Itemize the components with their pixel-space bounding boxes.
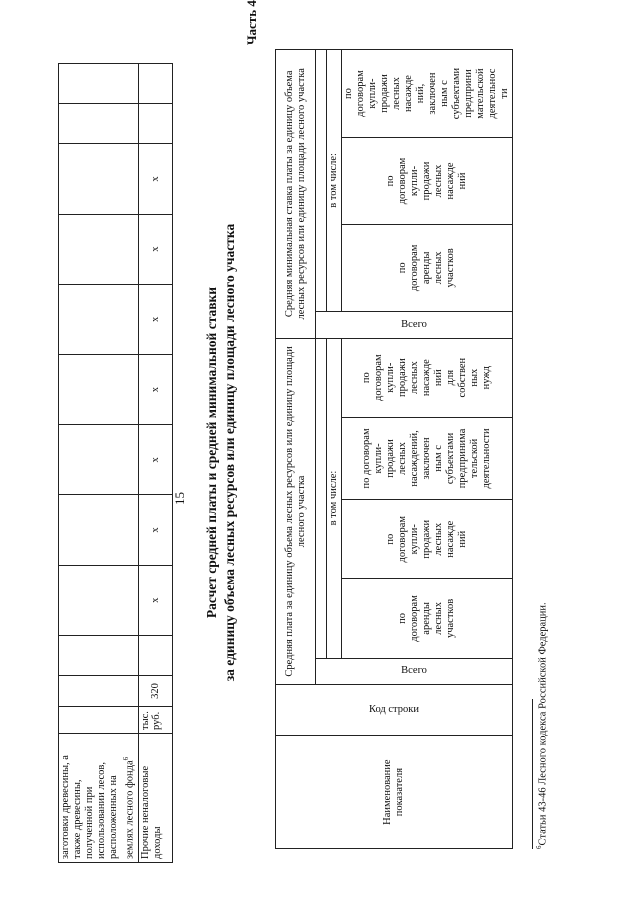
table-cell — [59, 495, 139, 565]
table-cell — [59, 214, 139, 284]
in-that-number-label: в том числе: — [327, 50, 342, 312]
col-code-header: Код строки — [276, 685, 513, 736]
fee-sub-col: по договорам купли- продажи лесных насажде ний — [342, 500, 513, 579]
table-cell: х — [138, 284, 172, 354]
col-total-header: Всего — [316, 311, 513, 338]
section-heading-line-1: Расчет средней платы и средней минимальной ставки — [204, 286, 219, 619]
section-heading-line-2: за единицу объема лесных ресурсов или единицу площади лесного участка — [222, 223, 237, 682]
table-cell — [59, 355, 139, 425]
col-name-header: Наименование показателя — [276, 736, 513, 849]
table-row — [138, 64, 172, 863]
page-number: 15 — [172, 492, 187, 505]
table-cell: х — [138, 144, 172, 214]
fee-sub-col: по договорам аренды лесных участков — [342, 579, 513, 658]
footnote: $^6$Статьи 43-46 Лесного кодекса Российской Федерации. — [535, 602, 549, 849]
table-cell: х — [138, 355, 172, 425]
row-name: Прочие неналоговые доходы — [138, 734, 172, 863]
fee-sub-col: по договорам купли- продажи лесных насаждений, заключен ным с субъектами предпринима тельской деятельности — [342, 417, 513, 499]
table-cell — [59, 635, 139, 675]
footnote-divider — [532, 699, 533, 849]
table-cell: х — [138, 425, 172, 495]
unit-cell — [59, 707, 139, 734]
unit-cell: тыс. руб. — [138, 707, 172, 734]
in-that-number-label: в том числе: — [327, 338, 342, 658]
code-cell: 320 — [138, 676, 172, 707]
calc-table — [275, 49, 513, 849]
table-row — [276, 50, 316, 849]
spacer-cell — [316, 50, 327, 312]
table-cell — [59, 284, 139, 354]
rate-sub-col: по договорам купли- продажи лесных насажде ний, заключен ным с субъектами предприни мательской деятельнос ти — [342, 50, 513, 138]
rate-sub-col: по договорам купли- продажи лесных насажде ний — [342, 138, 513, 225]
table-cell — [59, 64, 139, 104]
fee-sub-col: по договорам купли- продажи лесных насажде ний для собствен ных нужд — [342, 338, 513, 417]
table-cell: х — [138, 214, 172, 284]
table-cell — [138, 64, 172, 104]
row-name: заготовки древесины, а также древесины, полученной при использовании лесов, расположенных на землях лесного фонда$^6$ — [59, 734, 139, 863]
table-cell — [59, 425, 139, 495]
table-cell — [59, 565, 139, 635]
table-cell — [59, 144, 139, 214]
code-cell — [59, 676, 139, 707]
footnote-ref: 6 — [122, 756, 130, 761]
rate-sub-col: по договорам аренды лесных участков — [342, 224, 513, 311]
table-row — [59, 64, 139, 863]
table-cell: х — [138, 565, 172, 635]
avg-fee-header: Средняя плата за единицу объема лесных ресурсов или единицу площади лесного участка — [276, 338, 316, 685]
top-table — [58, 63, 173, 863]
part-label: Часть 4 — [244, 0, 259, 45]
table-cell — [59, 104, 139, 144]
table-cell — [138, 635, 172, 675]
min-rate-header: Средняя минимальная ставка платы за единицу объема лесных ресурсов или единицу площади лесного участка — [276, 50, 316, 339]
table-cell: х — [138, 495, 172, 565]
table-cell — [138, 104, 172, 144]
col-total-header: Всего — [316, 658, 513, 685]
spacer-cell — [316, 338, 327, 658]
